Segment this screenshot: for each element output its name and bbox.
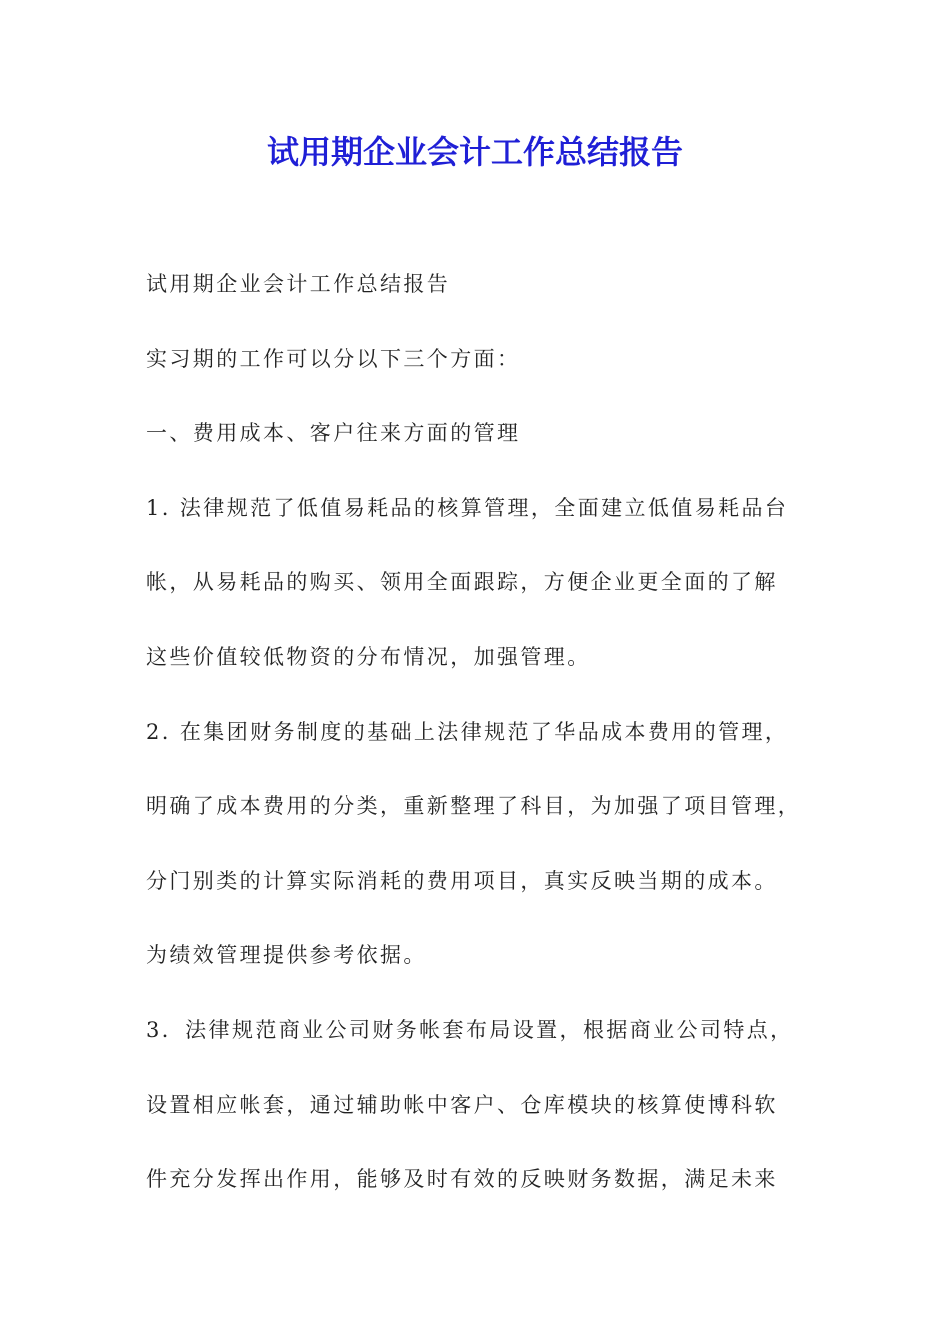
body-line: 这些价值较低物资的分布情况，加强管理。	[146, 644, 591, 669]
section-heading-1: 一、费用成本、客户往来方面的管理	[146, 421, 521, 446]
body-line: 明确了成本费用的分类，重新整理了科目，为加强了项目管理，	[146, 794, 802, 819]
body-line: 设置相应帐套，通过辅助帐中客户、仓库模块的核算使博科软	[146, 1092, 778, 1117]
document-title: 试用期企业会计工作总结报告	[266, 133, 683, 171]
body-line: 1. 法律规范了低值易耗品的核算管理，全面建立低值易耗品台	[146, 495, 789, 520]
body-line-intro: 实习期的工作可以分以下三个方面：	[146, 346, 521, 371]
body-line: 件充分发挥出作用，能够及时有效的反映财务数据，满足未来	[146, 1167, 778, 1192]
body-line: 2. 在集团财务制度的基础上法律规范了华品成本费用的管理，	[146, 719, 789, 744]
body-line: 为绩效管理提供参考依据。	[146, 943, 427, 968]
body-line: 分门别类的计算实际消耗的费用项目，真实反映当期的成本。	[146, 868, 778, 893]
body-line-subtitle: 试用期企业会计工作总结报告	[146, 272, 451, 296]
body-line: 帐，从易耗品的购买、领用全面跟踪，方便企业更全面的了解	[146, 570, 778, 595]
document-body	[146, 264, 806, 1234]
body-line: 3．法律规范商业公司财务帐套布局设置，根据商业公司特点，	[146, 1017, 794, 1042]
